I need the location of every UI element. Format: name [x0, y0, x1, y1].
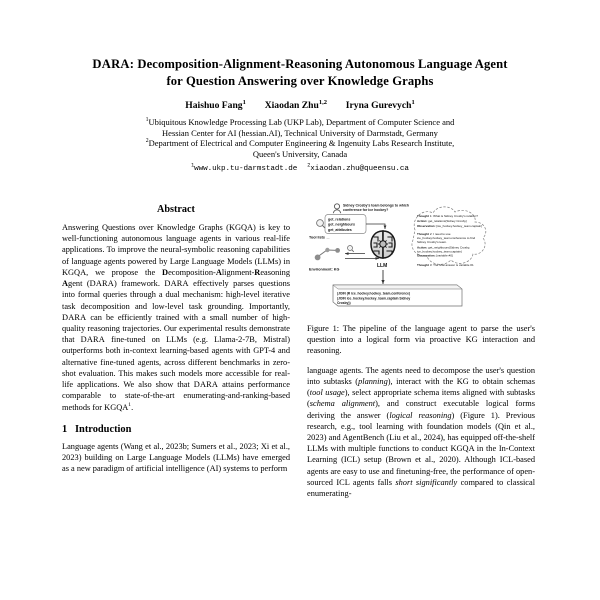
left-column — [62, 200, 290, 600]
abstract-text: can be efficiently trained with a small number of high-quality reasoning trajectories. Our experimental results demonstrate that — [62, 312, 290, 345]
trace-line-thought-3: Thought 3: The final answer is variable #1 — [417, 263, 474, 267]
contact-website[interactable]: www.ukp.tu-darmstadt.de — [194, 165, 298, 174]
affiliation-text: Queen's University, Canada — [252, 149, 348, 160]
abstract-paragraph — [62, 222, 290, 413]
abstract-text: enumerating-and-ranking-based methods for KGQA — [62, 391, 290, 412]
page-title — [62, 56, 538, 89]
trace-line-action-2: Action: get_neighbours(Sidney Crosby, — [417, 245, 470, 250]
trace-line-thought-2c: Sidney Crosby's team. — [417, 240, 447, 244]
tool-to-llm-arrow — [366, 224, 385, 229]
author — [346, 100, 415, 111]
term-tool-usage: tool usage — [309, 388, 345, 398]
tool-name-get-attributes: get_attributes — [328, 227, 352, 232]
term-schema-alignment: schema alignment — [309, 399, 376, 409]
abstract-text: easoning — [260, 267, 290, 277]
right-column — [307, 200, 535, 600]
author-affiliation-marker: 1 — [411, 99, 415, 107]
acronym-dara: DARA — [164, 279, 189, 289]
magnifier-icon — [317, 220, 325, 228]
abstract-text: . — [131, 402, 134, 412]
affiliation-block — [62, 117, 538, 161]
author-affiliation-marker: 1,2 — [318, 99, 327, 107]
affiliation-line — [62, 128, 538, 139]
trace-line-thought-2: Thought 2: I need to use — [417, 232, 451, 236]
figure-question-line-1: Sidney Crosby's team belongs to which — [343, 203, 409, 208]
affiliation-text: Ubiquitous Knowledge Processing Lab (UKP Lab), Department of Computer Science and — [148, 116, 455, 127]
abstract-text: ) framework. — [113, 279, 165, 289]
author-name: Xiaodan Zhu — [264, 100, 319, 112]
abstract-text: fine-tuned on LLMs (e.g. Llama-2-7B, Mistral) outperforms both in-context learning-based agents with GPT-4 and alternative fine-tuned agents, across different benchmarks in zero-shot evaluation. This makes such models more accessible for real-life applications. We also show that — [62, 335, 290, 390]
affiliation-line — [62, 117, 538, 128]
trace-line-observation-1: Observation: [ice_hockey.hockey_team.captain] — [417, 224, 482, 228]
figure-question-line-2: conference for ice hockey? — [343, 208, 389, 212]
body-text: ) (Figure 1). Previous research, e.g., tool learning with foundation models (Qin et al., 2023) and AgentBench (Liu et al., 2024), has equipped off-the-shelf LLMs with multiple functions to conduct KGQA in the In-Context Learning (ICL) setup (Brown et al., 2020). Although ICL-based agents are easy to use and finetuning-free, the performance of open-sourced ICL agents falls — [307, 410, 535, 487]
body-text: language agents. The agents need to decompose the user's question into subtasks ( — [307, 365, 535, 386]
abstract-text: gent ( — [68, 279, 90, 289]
body-columns — [0, 200, 600, 600]
affiliation-text: Hessian Center for AI (hessian.AI), Technical University of Darmstadt, Germany — [162, 127, 438, 138]
figure-caption-label: Figure 1 — [307, 324, 337, 333]
figure-1-diagram — [307, 200, 535, 318]
body-text: ), interact with the KG to obtain schemas ( — [307, 376, 535, 398]
trace-line-thought-2b: ice_hockey.hockey_team.conference to find — [417, 236, 476, 240]
tool-list-label: Tool lists — [309, 235, 325, 240]
affiliation-line — [62, 138, 538, 149]
trace-line-thought-1: Thought 1: What is Sidney Crosby's relation? — [417, 214, 478, 218]
contact-marker: 2 — [307, 162, 311, 169]
abstract-text: ecomposition- — [168, 267, 216, 277]
logical-form-line-2: (JOIN ice_hockey.hockey_team.captain Sidney — [337, 296, 411, 301]
logical-form-line-3: Crosby)) — [337, 301, 351, 306]
affiliation-marker: 2 — [145, 138, 149, 145]
author — [185, 100, 246, 111]
right-column-paragraph — [307, 365, 535, 500]
author-list — [62, 100, 538, 112]
contact-line — [62, 162, 538, 174]
footnote-marker[interactable]: 1 — [128, 401, 132, 408]
tool-list-box — [325, 215, 366, 234]
section-number: 1 — [62, 423, 68, 435]
term-logical-reasoning: logical reasoning — [389, 410, 452, 420]
author — [265, 100, 327, 111]
abstract-text: Answering Questions over Knowledge Graphs (KGQA) is key to well-functioning autonomous language agents in various real-life applications. To improve the neural-symbolic reasoning capabilities of language agents powered by Large Language Models (LLMs) in KGQA, we propose the — [62, 223, 290, 277]
kg-magnifier-icon — [348, 246, 354, 252]
contact-marker: 1 — [191, 162, 195, 169]
affiliation-text: Department of Electrical and Computer Engineering & Ingenuity Labs Research Institute, — [148, 138, 455, 149]
acronym-dara: DARA — [193, 380, 219, 390]
title-block — [0, 0, 600, 173]
author-name: Iryna Gurevych — [345, 100, 412, 112]
abstract-emph: A — [215, 267, 222, 277]
knowledge-graph-icon — [315, 248, 340, 260]
body-text: ), select appropriate schema items aligned with subtasks ( — [307, 388, 535, 409]
trace-line-observation-2: Observation: [variable #0] — [417, 253, 453, 258]
title-line-2: for Question Answering over Knowledge Graphs — [166, 73, 434, 88]
abstract-emph: A — [62, 279, 69, 289]
tool-list-ellipsis: ... — [326, 235, 330, 240]
author-name: Haishuo Fang — [185, 100, 243, 112]
introduction-paragraph: Language agents (Wang et al., 2023b; Sumers et al., 2023; Xi et al., 2023) building on Large Language Models (LLMs) have emerged as a new paradigm of artificial intelligence (AI) systems to perform — [62, 441, 290, 474]
title-acronym: DARA — [92, 57, 130, 71]
abstract-emph: D — [162, 267, 169, 277]
tool-name-get-relations: get_relations — [328, 217, 351, 222]
llm-brain-icon — [371, 231, 395, 258]
affiliation-marker: 1 — [145, 116, 149, 123]
environment-kg-label: Environment: KG — [309, 267, 340, 272]
llm-label: LLM — [377, 263, 388, 269]
affiliation-line — [62, 149, 538, 160]
abstract-heading: Abstract — [157, 204, 195, 215]
abstract-text: attains performance comparable to state-of-the-art — [62, 380, 290, 401]
logical-form-box — [333, 285, 462, 306]
abstract-text: lignment- — [221, 267, 255, 277]
figure-caption-text: : The pipeline of the language agent to parse the user's question into a logical form via proactive KG interaction and reasoning. — [307, 324, 535, 356]
trace-line-action-2b: ice_hockey.hockey_team.captain) — [417, 249, 462, 254]
tool-name-get-neighbours: get_neighbours — [328, 222, 355, 227]
term-short-significantly: short significantly — [395, 477, 458, 487]
section-title: Introduction — [75, 423, 132, 435]
author-affiliation-marker: 1 — [242, 99, 246, 107]
logical-form-line-1: (JOIN (R ice_hockey.hockey_team.conference) — [337, 291, 411, 296]
section-heading-introduction — [62, 424, 290, 435]
acronym-dara: DARA — [62, 312, 87, 322]
contact-email[interactable]: xiaodan.zhu@queensu.ca — [310, 165, 409, 174]
trace-line-action-1: Action: get_relations(Sidney Crosby) — [417, 219, 467, 223]
figure-caption — [307, 323, 535, 357]
abstract-emph: R — [254, 267, 261, 277]
title-line-1: : Decomposition-Alignment-Reasoning Autonomous Language Agent — [129, 57, 508, 71]
body-text: ), and construct executable logical forms deriving the answer ( — [307, 399, 535, 420]
acronym-dara: DARA — [80, 335, 105, 345]
acronym-dara: DARA — [89, 279, 114, 289]
body-text: compared to classical enumerating- — [307, 477, 535, 499]
abstract-text: effectively parses questions into formal queries through a dual mechanism: high-level iterative task decomposition and low-level task grounding. Importantly, — [62, 279, 290, 311]
figure-1 — [307, 200, 535, 357]
term-planning: planning — [358, 376, 388, 386]
user-icon — [333, 204, 340, 213]
